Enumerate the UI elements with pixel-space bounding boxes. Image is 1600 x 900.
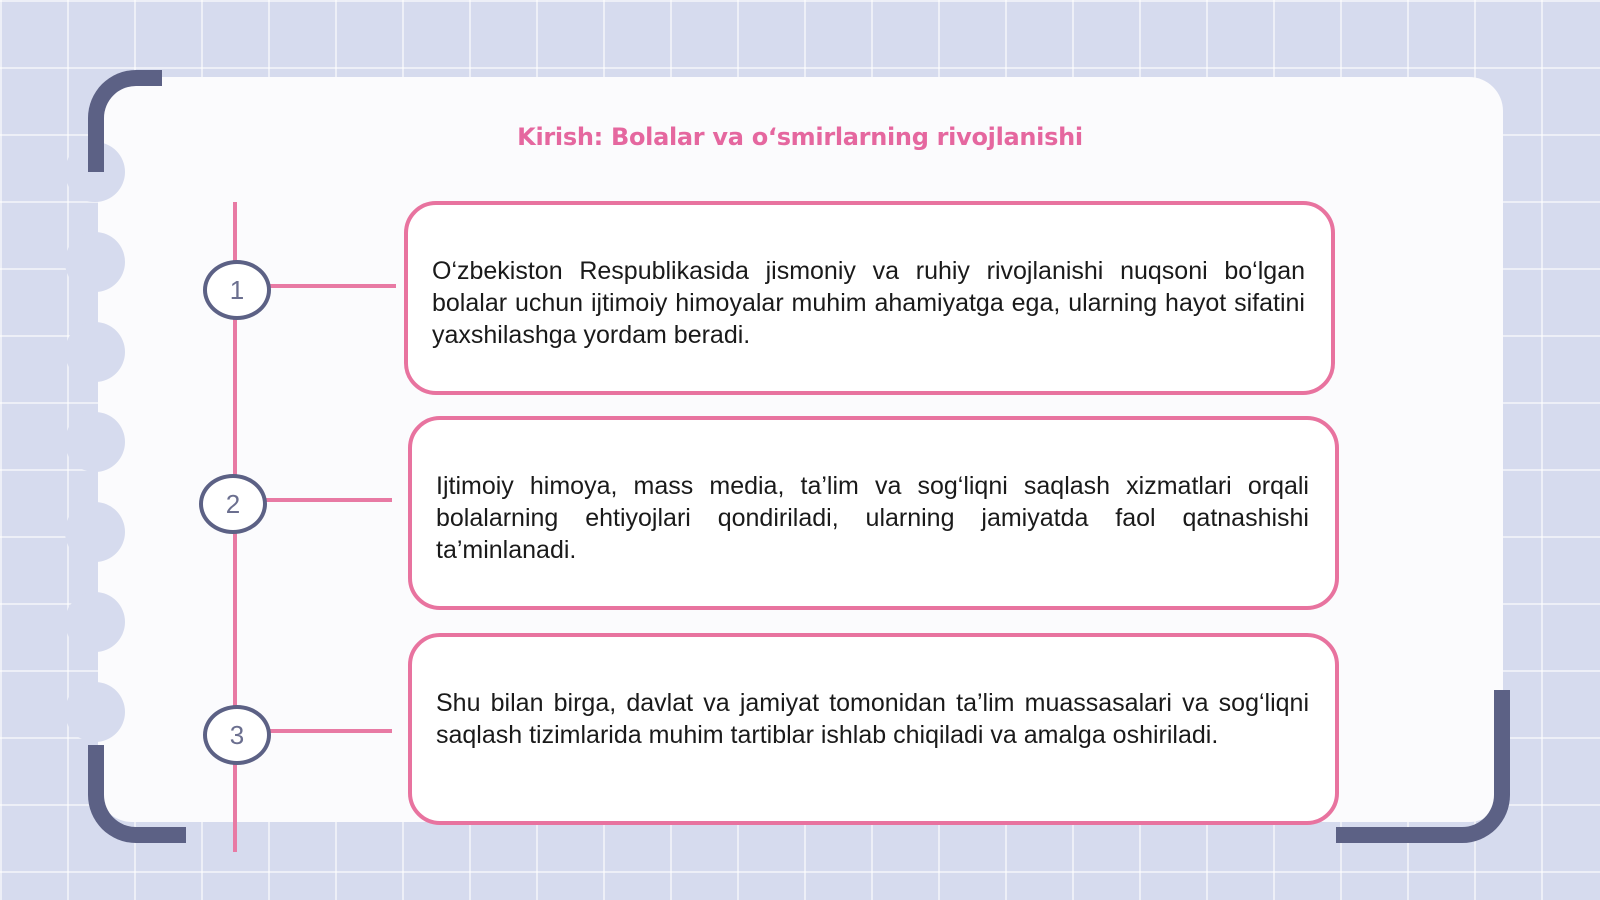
step-number-2: 2 <box>199 474 267 534</box>
notebook-scallop <box>65 682 125 742</box>
timeline-connector-3 <box>268 729 392 733</box>
timeline-connector-1 <box>268 284 396 288</box>
corner-bracket-bottom-right <box>1336 690 1510 843</box>
step-number-3: 3 <box>203 705 271 765</box>
step-box-3 <box>408 633 1339 825</box>
notebook-scallop <box>65 592 125 652</box>
step-box-1 <box>404 201 1335 395</box>
notebook-scallop <box>65 502 125 562</box>
corner-bracket-top-left <box>88 70 162 172</box>
corner-bracket-bottom-left <box>88 745 186 843</box>
step-text-1: O‘zbekiston Respublikasida jismoniy va ruhiy rivojlanishi nuqsoni bo‘lgan bolalar uchun ijtimoiy himoyalar muhim ahamiyatga ega, ularning hayot sifatini yaxshilashga yordam beradi. <box>432 257 1305 349</box>
step-number-1: 1 <box>203 260 271 320</box>
notebook-scallop <box>65 412 125 472</box>
step-box-2 <box>408 416 1339 610</box>
notebook-scallop <box>65 322 125 382</box>
slide-title: Kirish: Bolalar va o‘smirlarning rivojlanishi <box>517 123 1083 151</box>
step-text-2: Ijtimoiy himoya, mass media, ta’lim va sog‘liqni saqlash xizmatlari orqali bolalarning ehtiyojlari qondiriladi, ularning jamiyatda faol qatnashishi ta’minlanadi. <box>436 472 1309 564</box>
notebook-scallop <box>65 232 125 292</box>
step-text-3: Shu bilan birga, davlat va jamiyat tomonidan ta’lim muassasalari va sog‘liqni saqlash tizimlarida muhim tartiblar ishlab chiqiladi va amalga oshiriladi. <box>436 689 1309 749</box>
timeline-connector-2 <box>264 498 392 502</box>
